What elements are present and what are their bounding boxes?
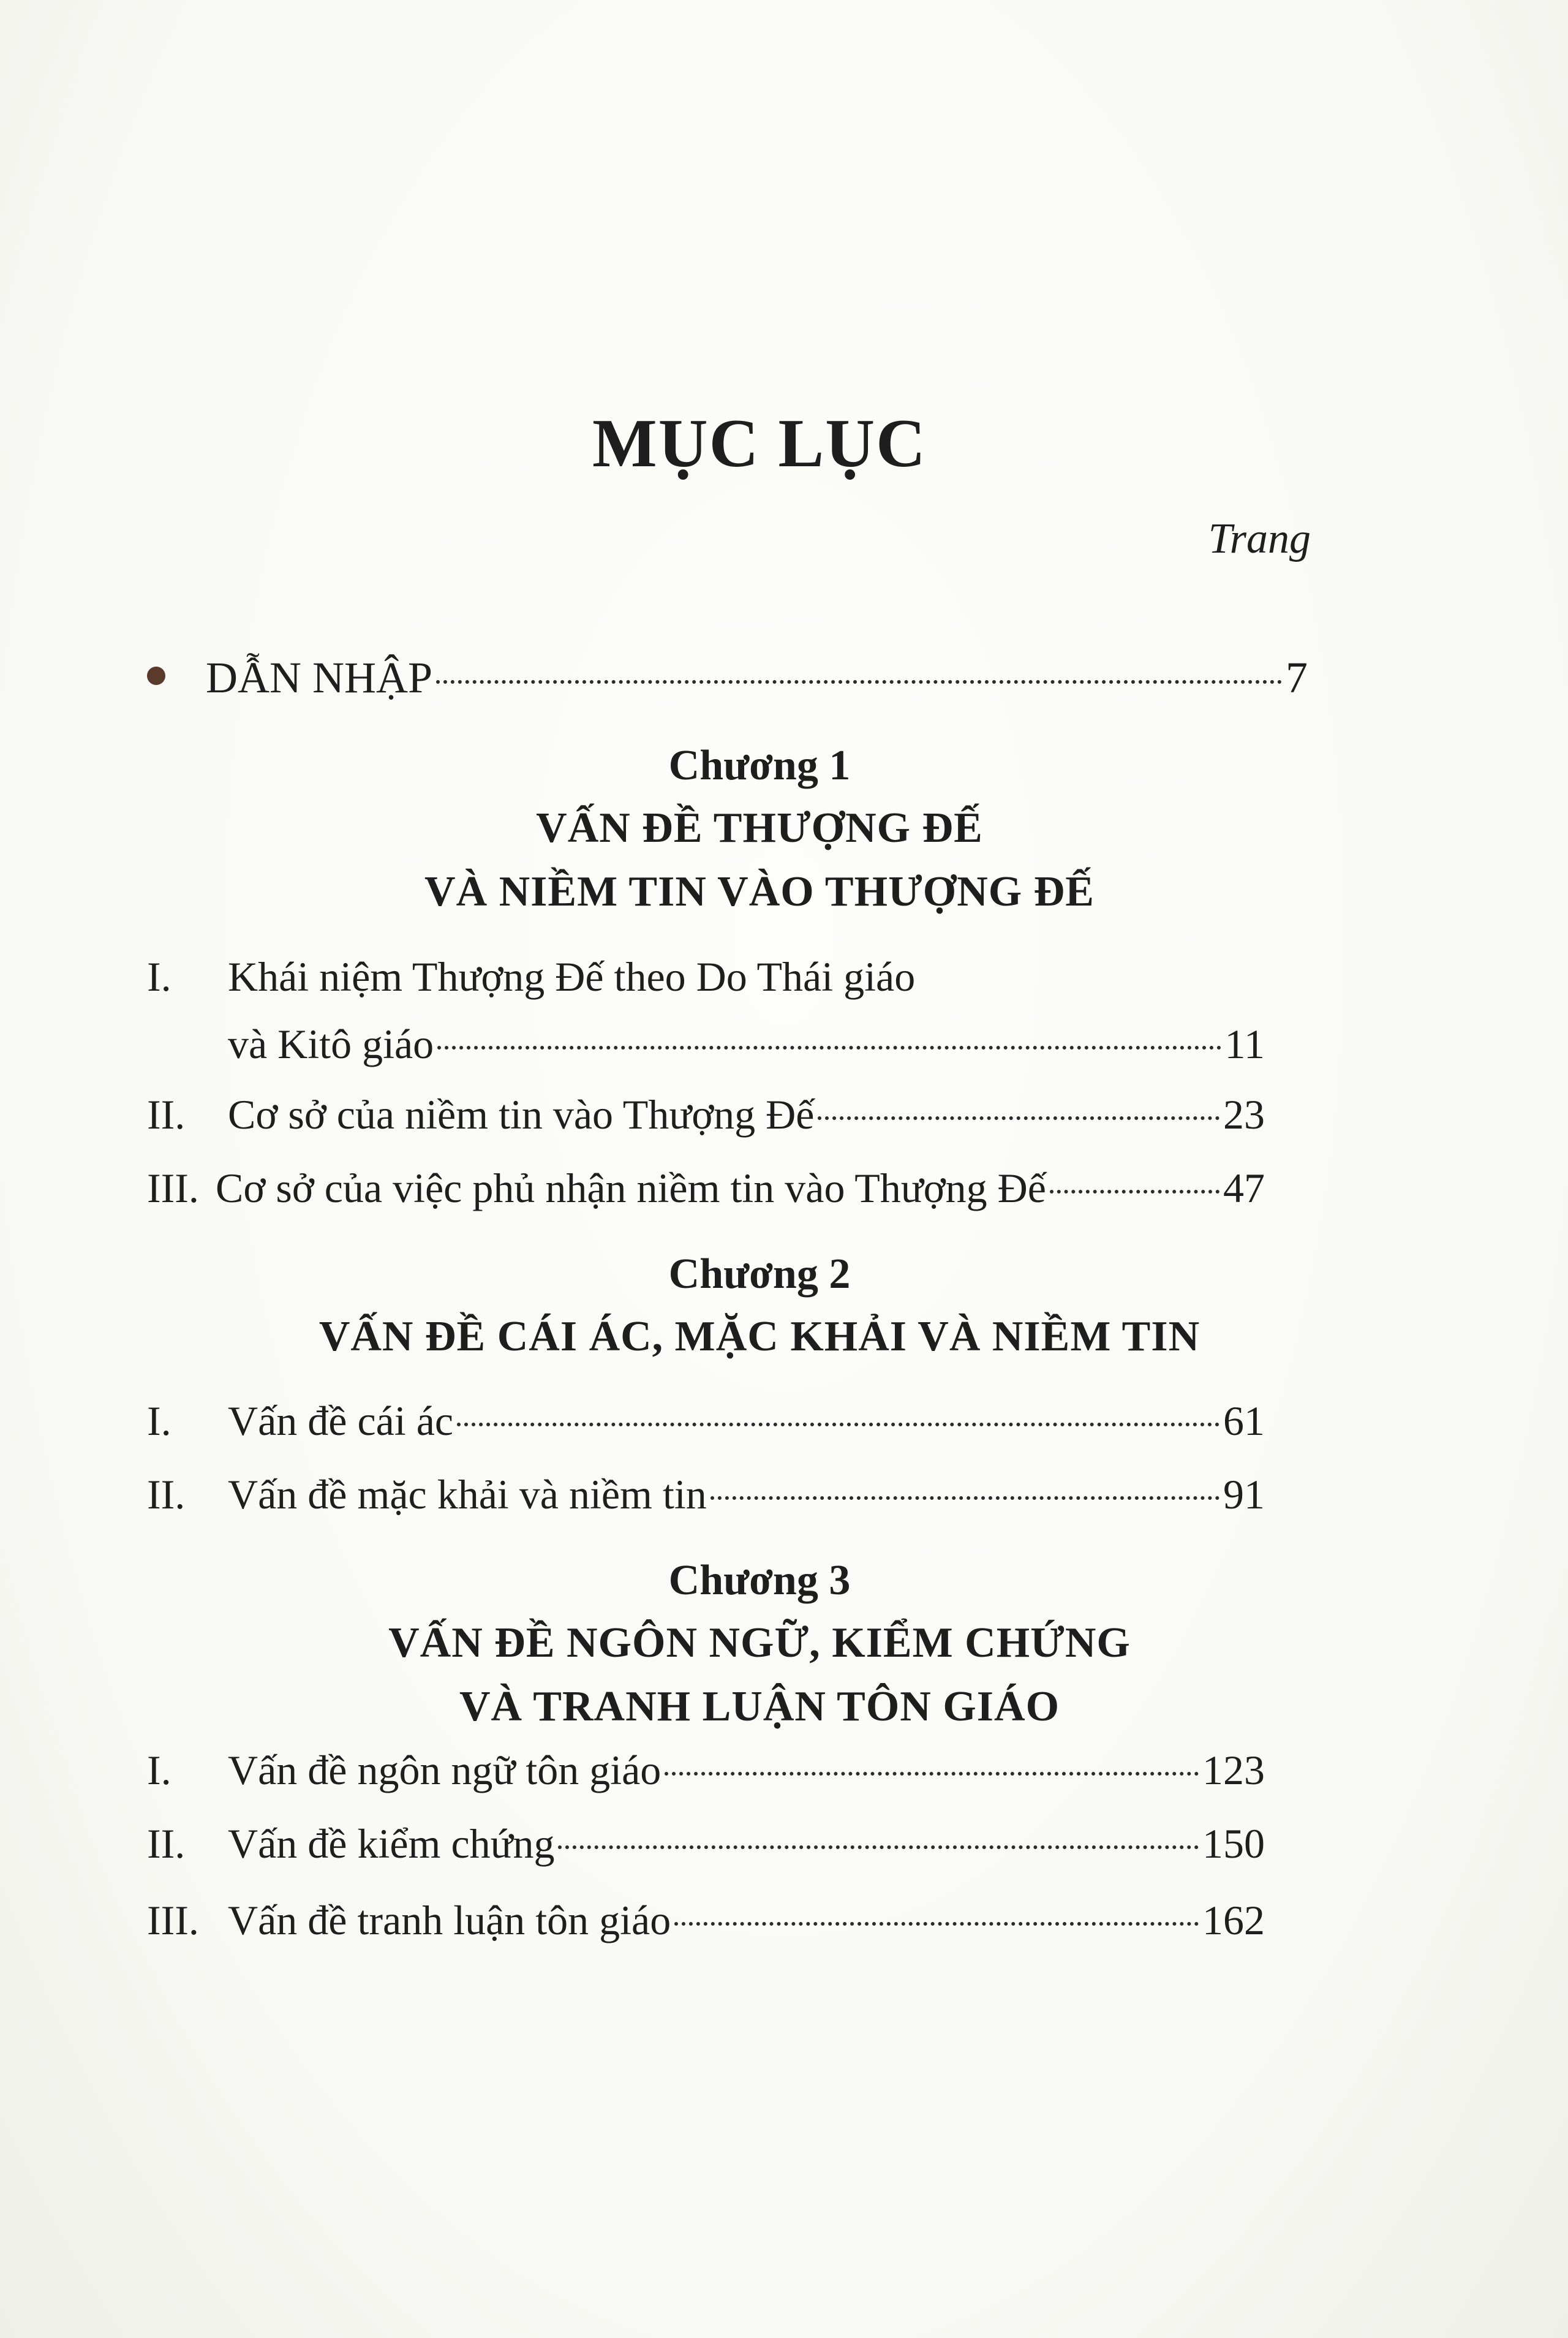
section-number: III. [147,1897,199,1943]
toc-entry [147,1091,1265,1158]
dot-leader [710,1496,1219,1500]
section-title: Cơ sở của việc phủ nhận niềm tin vào Thượng Đế [216,1165,1046,1211]
chapter-1-heading [0,735,1519,924]
section-page: 162 [1202,1897,1265,1943]
toc-entry [147,1746,1265,1814]
section-page: 47 [1223,1165,1265,1211]
chapter-3-heading [0,1550,1519,1739]
section-title: Cơ sở của niềm tin vào Thượng Đế [228,1091,815,1138]
dot-leader [437,1046,1221,1050]
section-page: 91 [1223,1471,1265,1518]
bullet-icon [147,667,165,685]
intro-page: 7 [1286,653,1308,702]
dot-leader [674,1922,1199,1926]
page-title: MỤC LỤC [592,406,927,482]
dot-leader [436,680,1282,684]
section-page: 11 [1224,1021,1265,1067]
toc-entry [147,1397,1265,1464]
dot-leader [457,1423,1219,1426]
section-title: Vấn đề tranh luận tôn giáo [228,1897,671,1943]
section-page: 23 [1223,1091,1265,1138]
chapter-label: Chương 3 [668,1557,851,1604]
dot-leader [665,1772,1199,1776]
section-number: III. [147,1165,199,1211]
section-number: II. [147,1820,186,1867]
chapter-label: Chương 1 [668,742,851,789]
section-page: 61 [1223,1398,1265,1444]
chapter-title-line: VÀ TRANH LUẬN TÔN GIÁO [459,1683,1060,1730]
section-title: Vấn đề cái ác [228,1398,454,1444]
dot-leader [558,1845,1199,1849]
toc-entry [147,1896,1265,1964]
toc-entry [147,953,1265,1088]
section-title: Vấn đề mặc khải và niềm tin [228,1471,707,1518]
dot-leader [1050,1190,1219,1194]
section-number: I. [147,1747,172,1793]
chapter-label: Chương 2 [668,1250,851,1298]
chapter-title-line: VẤN ĐỀ CÁI ÁC, MẶC KHẢI VÀ NIỀM TIN [318,1313,1200,1360]
chapter-title-line: VẤN ĐỀ THƯỢNG ĐẾ [536,804,983,852]
section-page: 123 [1202,1747,1265,1793]
chapter-title-line: VẤN ĐỀ NGÔN NGỮ, KIỂM CHỨNG [388,1619,1131,1666]
section-title: Khái niệm Thượng Đế theo Do Thái giáo [228,953,916,1000]
section-title: Vấn đề kiểm chứng [228,1820,555,1867]
chapter-title-line: VÀ NIỀM TIN VÀO THƯỢNG ĐẾ [424,868,1095,915]
intro-label: DẪN NHẬP [206,653,433,702]
toc-entry [147,1164,1265,1231]
dot-leader [818,1116,1219,1120]
toc-intro-entry [147,653,1308,726]
section-page: 150 [1202,1820,1265,1867]
section-number: II. [147,1471,186,1518]
section-number: I. [147,953,172,1000]
page-column-label: Trang [1208,515,1311,562]
section-number: II. [147,1091,186,1138]
section-number: I. [147,1398,172,1444]
toc-entry [147,1470,1265,1538]
section-title-continued: và Kitô giáo [228,1021,434,1067]
section-title: Vấn đề ngôn ngữ tôn giáo [228,1747,662,1793]
toc-entry [147,1820,1265,1887]
chapter-2-heading [0,1244,1519,1369]
